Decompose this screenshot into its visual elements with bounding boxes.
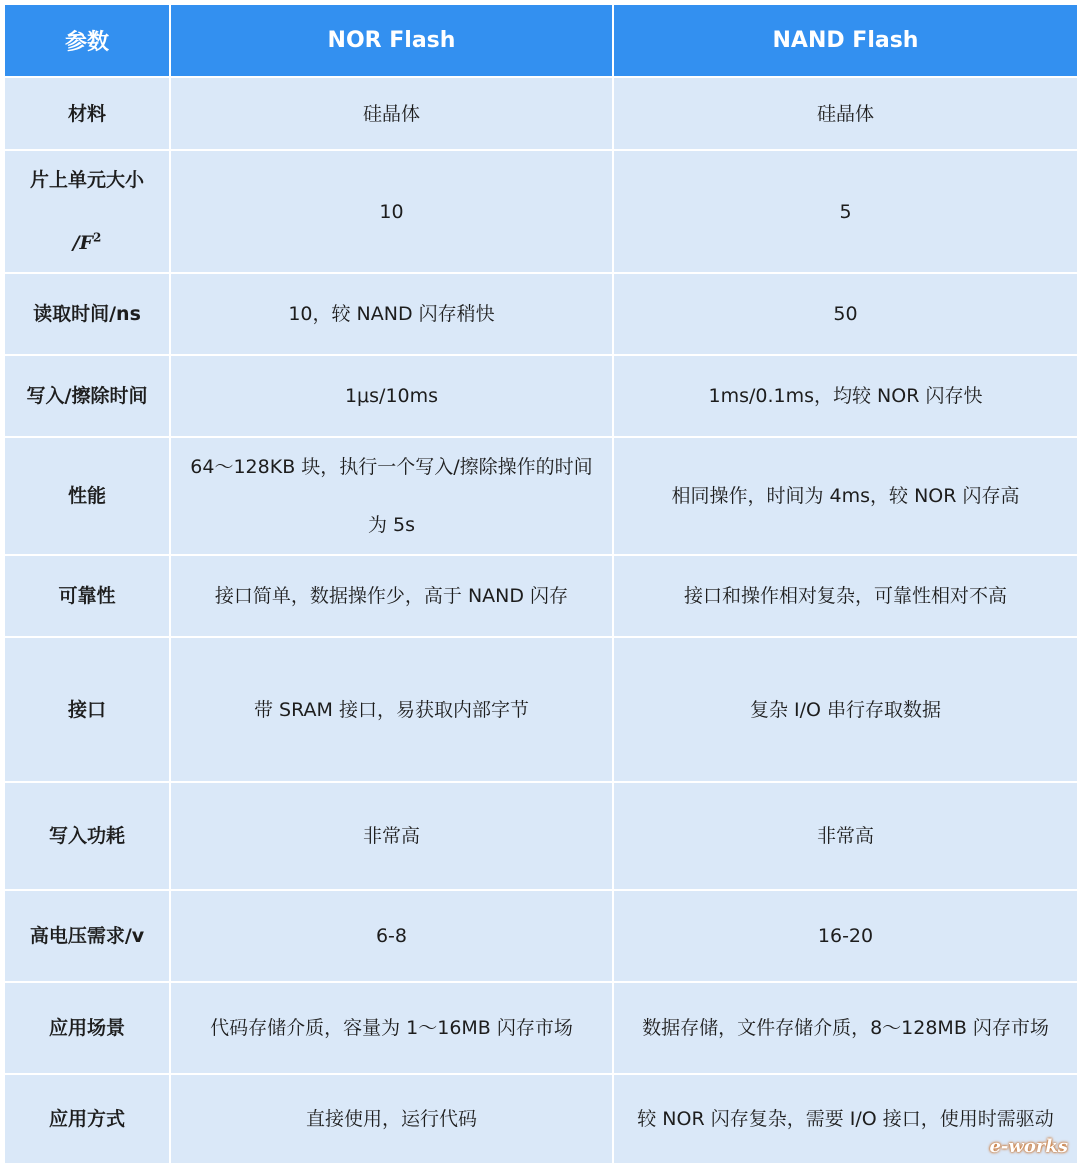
header-param: 参数 xyxy=(4,4,170,77)
row-nand-value: 5 xyxy=(613,150,1078,273)
table-row xyxy=(4,437,1078,555)
row-param: 性能 xyxy=(4,437,170,555)
table-row xyxy=(4,555,1078,637)
comparison-table xyxy=(3,3,1079,1165)
table-row xyxy=(4,782,1078,890)
row-param-unit xyxy=(73,232,102,254)
table-row xyxy=(4,637,1078,782)
row-nand-value: 50 xyxy=(613,273,1078,355)
table-row xyxy=(4,890,1078,982)
row-nand-value: 接口和操作相对复杂，可靠性相对不高 xyxy=(613,555,1078,637)
table-row xyxy=(4,150,1078,273)
row-nand-value: 16-20 xyxy=(613,890,1078,982)
row-nor-value: 带 SRAM 接口，易获取内部字节 xyxy=(170,637,613,782)
row-nor-value: 接口简单，数据操作少，高于 NAND 闪存 xyxy=(170,555,613,637)
row-nand-value: 硅晶体 xyxy=(613,77,1078,150)
header-nand: NAND Flash xyxy=(613,4,1078,77)
row-param: 应用方式 xyxy=(4,1074,170,1164)
row-param: 写入/擦除时间 xyxy=(4,355,170,437)
unit-exponent: 2 xyxy=(93,231,102,245)
row-nor-value: 代码存储介质，容量为 1～16MB 闪存市场 xyxy=(170,982,613,1074)
row-param: 接口 xyxy=(4,637,170,782)
table-row xyxy=(4,982,1078,1074)
row-nor-value: 1μs/10ms xyxy=(170,355,613,437)
row-nand-value: 数据存储，文件存储介质，8～128MB 闪存市场 xyxy=(613,982,1078,1074)
unit-base: /F xyxy=(72,232,94,255)
row-nor-value: 6-8 xyxy=(170,890,613,982)
row-param: 写入功耗 xyxy=(4,782,170,890)
row-param: 应用场景 xyxy=(4,982,170,1074)
row-nor-value: 直接使用，运行代码 xyxy=(170,1074,613,1164)
eworks-watermark-logo: e-works xyxy=(989,1136,1068,1157)
row-nand-value: 非常高 xyxy=(613,782,1078,890)
row-nand-value: 复杂 I/O 串行存取数据 xyxy=(613,637,1078,782)
row-param: 高电压需求/v xyxy=(4,890,170,982)
header-row xyxy=(4,4,1078,77)
row-nand-value: 1ms/0.1ms，均较 NOR 闪存快 xyxy=(613,355,1078,437)
row-param xyxy=(4,150,170,273)
header-nor: NOR Flash xyxy=(170,4,613,77)
row-nand-value: 较 NOR 闪存复杂，需要 I/O 接口，使用时需驱动 xyxy=(613,1074,1078,1164)
table-row xyxy=(4,77,1078,150)
row-nor-value: 非常高 xyxy=(170,782,613,890)
row-nor-value: 硅晶体 xyxy=(170,77,613,150)
row-param: 材料 xyxy=(4,77,170,150)
row-nor-value: 64～128KB 块，执行一个写入/擦除操作的时间为 5s xyxy=(170,437,613,555)
row-nor-value: 10，较 NAND 闪存稍快 xyxy=(170,273,613,355)
row-param: 读取时间/ns xyxy=(4,273,170,355)
table-row xyxy=(4,355,1078,437)
row-nor-value: 10 xyxy=(170,150,613,273)
row-nand-value: 相同操作，时间为 4ms，较 NOR 闪存高 xyxy=(613,437,1078,555)
row-param-label: 片上单元大小 xyxy=(29,169,144,191)
row-param: 可靠性 xyxy=(4,555,170,637)
table-row xyxy=(4,1074,1078,1164)
table-row xyxy=(4,273,1078,355)
